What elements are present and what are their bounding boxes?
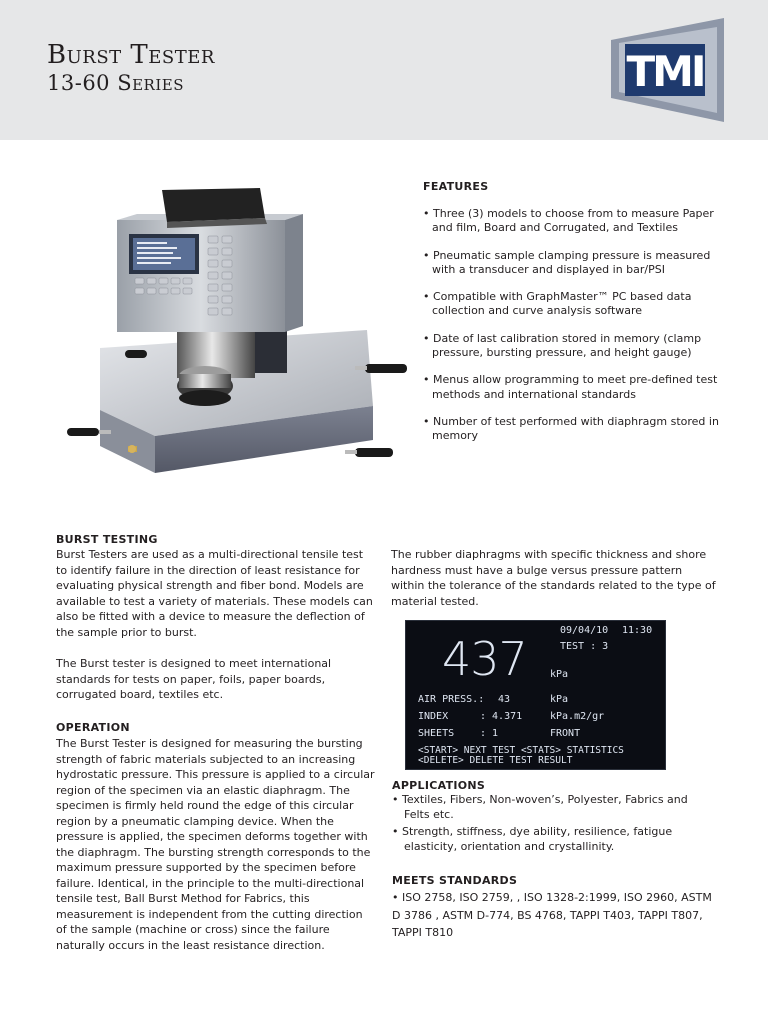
list-item: • Three (3) models to choose from to measure Paper and film, Board and Corrugated, and Textiles bbox=[423, 207, 728, 236]
diaphragm-paragraph: The rubber diaphragms with specific thickness and shore hardness must have a bulge versus pressure pattern within the tolerance of the standards related to the type of material tested. bbox=[391, 548, 716, 608]
operation-paragraph: The Burst Tester is designed for measuring the bursting strength of fabric materials subjected to an increasing hydrostatic pressure. This pressure is applied to a circular region of the specimen via an elastic diaphragm. The specimen is firmly held round the edge of this circular region by a pneumatic clamping device. When the pressure is applied, the specimen deforms together with the diaphragm. The bursting strength corresponds to the maximum pressure supported by the specimen before failure. Identical, in the principle to the multi-directional tensile test, Ball Burst Method for Fabrics, this measurement is independent from the cutting direction of the sample (machine or cross) since the failure naturally occurs in the least resistance direction. bbox=[56, 737, 375, 952]
burst-testing-paragraph: Burst Testers are used as a multi-directional tensile test to identify failure in the direction of least resistance for evaluating physical strength and fiber bond. Models are available to test a variety of materials. These models can also be fitted with a device to measure the deflection of the sample prior to burst. bbox=[56, 548, 373, 639]
applications-heading: APPLICATIONS bbox=[392, 779, 486, 792]
display-row-label: INDEX bbox=[418, 711, 449, 722]
display-row-label: SHEETS bbox=[418, 728, 455, 739]
burst-tester-photo bbox=[55, 178, 410, 498]
display-reading-unit: kPa bbox=[550, 669, 569, 680]
display-test-label: TEST : 3 bbox=[560, 641, 609, 652]
page-subtitle: 13-60 Series bbox=[47, 71, 184, 95]
features-heading: FEATURES bbox=[423, 180, 489, 193]
list-item: • Menus allow programming to meet pre-defined test methods and international standards bbox=[423, 373, 728, 402]
display-row-unit: kPa.m2/gr bbox=[550, 711, 605, 722]
display-row-unit: FRONT bbox=[550, 728, 581, 739]
logo-text: TMI bbox=[626, 47, 704, 96]
burst-testing-paragraph-2: The Burst tester is designed to meet international standards for tests on paper, foils, paper boards, corrugated board, textiles etc. bbox=[56, 657, 332, 701]
operation-heading: OPERATION bbox=[56, 721, 130, 734]
list-item: • Pneumatic sample clamping pressure is measured with a transducer and displayed in bar/PSI bbox=[423, 249, 728, 278]
burst-testing-heading: BURST TESTING bbox=[56, 533, 158, 546]
display-time: 11:30 bbox=[622, 625, 653, 636]
applications-list bbox=[392, 793, 712, 857]
page-title: Burst Tester bbox=[47, 40, 215, 70]
display-row-value: : 1 bbox=[480, 728, 499, 739]
list-item: • Compatible with GraphMaster™ PC based data collection and curve analysis software bbox=[423, 290, 728, 319]
list-item: • Date of last calibration stored in memory (clamp pressure, bursting pressure, and height gauge) bbox=[423, 332, 728, 361]
lcd-display bbox=[405, 620, 666, 770]
display-date: 09/04/10 bbox=[560, 625, 609, 636]
display-row-value: 43 bbox=[498, 694, 511, 705]
features-list bbox=[423, 207, 728, 457]
display-footer-1: <START> NEXT TEST <STATS> STATISTICS bbox=[418, 745, 624, 756]
display-footer-2: <DELETE> DELETE TEST RESULT bbox=[418, 755, 573, 766]
list-item: • Strength, stiffness, dye ability, resilience, fatigue elasticity, orientation and crystallinity. bbox=[392, 825, 712, 854]
display-row-label: AIR PRESS.: bbox=[418, 694, 485, 705]
display-row-value: : 4.371 bbox=[480, 711, 523, 722]
list-item: • Number of test performed with diaphragm stored in memory bbox=[423, 415, 728, 444]
standards-text: • ISO 2758, ISO 2759, , ISO 1328-2:1999, ISO 2960, ASTM D 3786 , ASTM D-774, BS 4768, TAPPI T403, TAPPI T807, TAPPI T810 bbox=[392, 891, 712, 939]
tmi-logo bbox=[611, 18, 724, 122]
list-item: • Textiles, Fibers, Non-woven’s, Polyester, Fabrics and Felts etc. bbox=[392, 793, 712, 822]
display-reading: 437 bbox=[442, 632, 527, 686]
display-row-unit: kPa bbox=[550, 694, 569, 705]
standards-heading: MEETS STANDARDS bbox=[392, 874, 518, 887]
